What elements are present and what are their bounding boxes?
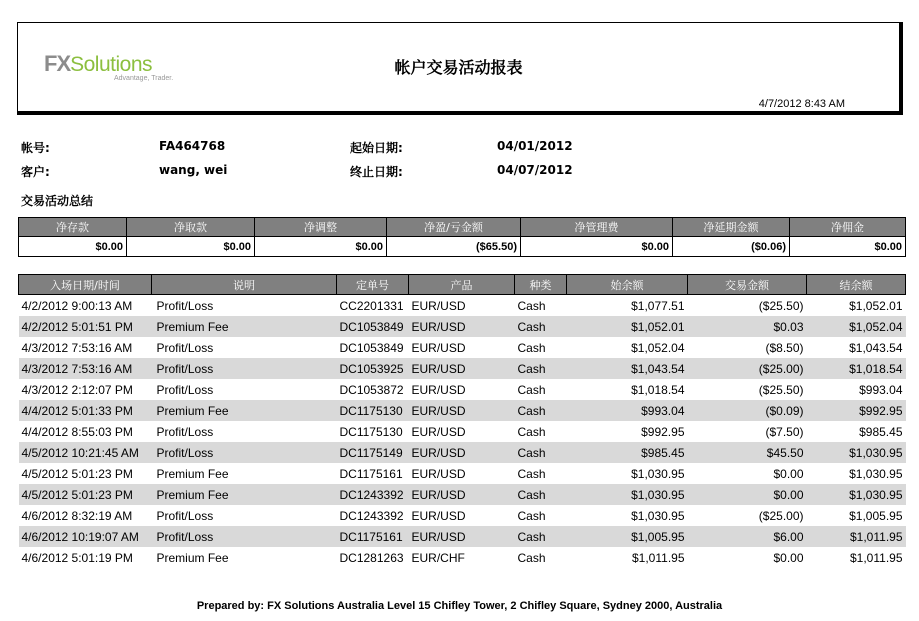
- table-cell: $1,011.95: [807, 547, 906, 568]
- logo-tagline: Advantage, Trader.: [114, 75, 174, 82]
- table-cell: 4/5/2012 5:01:23 PM: [19, 463, 152, 484]
- logo-solutions: Solutions: [70, 53, 153, 76]
- table-cell: ($7.50): [688, 421, 807, 442]
- table-cell: 4/2/2012 5:01:51 PM: [19, 316, 152, 337]
- table-row: [19, 547, 906, 568]
- transactions-header-cell: 入场日期/时间: [19, 275, 152, 295]
- table-cell: DC1053849: [337, 337, 409, 358]
- table-cell: DC1243392: [337, 505, 409, 526]
- table-cell: DC1053872: [337, 379, 409, 400]
- table-cell: $6.00: [688, 526, 807, 547]
- table-cell: $1,043.54: [807, 337, 906, 358]
- table-cell: $1,011.95: [807, 526, 906, 547]
- transactions-header-cell: 始余额: [567, 275, 688, 295]
- table-cell: Cash: [515, 379, 567, 400]
- table-cell: ($8.50): [688, 337, 807, 358]
- table-cell: $992.95: [567, 421, 688, 442]
- table-cell: $0.00: [688, 484, 807, 505]
- end-date-value: 04/07/2012: [497, 163, 573, 177]
- table-cell: $1,052.04: [567, 337, 688, 358]
- table-cell: Premium Fee: [152, 484, 337, 505]
- summary-section-title: 交易活动总结: [21, 194, 94, 208]
- summary-value-cell: $0.00: [255, 237, 387, 257]
- table-cell: $1,052.04: [807, 316, 906, 337]
- summary-header-cell: 净盈/亏金额: [387, 218, 521, 237]
- table-cell: Premium Fee: [152, 547, 337, 568]
- table-cell: 4/4/2012 8:55:03 PM: [19, 421, 152, 442]
- table-cell: $1,030.95: [807, 442, 906, 463]
- table-cell: Premium Fee: [152, 316, 337, 337]
- table-cell: EUR/CHF: [409, 547, 515, 568]
- table-cell: 4/3/2012 7:53:16 AM: [19, 337, 152, 358]
- table-cell: EUR/USD: [409, 337, 515, 358]
- table-cell: 4/5/2012 5:01:23 PM: [19, 484, 152, 505]
- summary-table: [18, 217, 906, 257]
- client-value: wang, wei: [159, 163, 228, 177]
- table-cell: 4/3/2012 7:53:16 AM: [19, 358, 152, 379]
- summary-value-cell: ($0.06): [673, 237, 790, 257]
- table-cell: Cash: [515, 316, 567, 337]
- table-cell: $0.00: [688, 463, 807, 484]
- summary-value-cell: $0.00: [790, 237, 906, 257]
- table-cell: Profit/Loss: [152, 505, 337, 526]
- table-cell: ($0.09): [688, 400, 807, 421]
- table-cell: $992.95: [807, 400, 906, 421]
- table-cell: 4/5/2012 10:21:45 AM: [19, 442, 152, 463]
- table-cell: CC2201331: [337, 295, 409, 317]
- table-cell: ($25.50): [688, 295, 807, 317]
- table-cell: 4/6/2012 10:19:07 AM: [19, 526, 152, 547]
- table-row: [19, 505, 906, 526]
- table-cell: DC1243392: [337, 484, 409, 505]
- summary-header-cell: 净取款: [127, 218, 255, 237]
- table-cell: $1,052.01: [567, 316, 688, 337]
- table-cell: Profit/Loss: [152, 337, 337, 358]
- table-cell: 4/2/2012 9:00:13 AM: [19, 295, 152, 317]
- table-cell: $1,030.95: [567, 505, 688, 526]
- table-cell: $0.03: [688, 316, 807, 337]
- table-cell: $1,030.95: [567, 463, 688, 484]
- table-cell: $993.04: [807, 379, 906, 400]
- table-cell: DC1175130: [337, 400, 409, 421]
- table-cell: Premium Fee: [152, 463, 337, 484]
- table-row: [19, 379, 906, 400]
- table-cell: $1,077.51: [567, 295, 688, 317]
- start-date-label: 起始日期:: [350, 141, 403, 155]
- table-cell: EUR/USD: [409, 295, 515, 317]
- account-value: FA464768: [159, 139, 226, 153]
- table-cell: DC1175130: [337, 421, 409, 442]
- table-cell: DC1281263: [337, 547, 409, 568]
- transactions-header-cell: 结余额: [807, 275, 906, 295]
- table-cell: 4/4/2012 5:01:33 PM: [19, 400, 152, 421]
- summary-header-cell: 净调整: [255, 218, 387, 237]
- table-row: [19, 400, 906, 421]
- table-row: [19, 442, 906, 463]
- table-row: [19, 421, 906, 442]
- summary-value-cell: ($65.50): [387, 237, 521, 257]
- table-cell: DC1053925: [337, 358, 409, 379]
- table-cell: Profit/Loss: [152, 379, 337, 400]
- transactions-header-cell: 产品: [409, 275, 515, 295]
- table-cell: 4/6/2012 8:32:19 AM: [19, 505, 152, 526]
- table-cell: Cash: [515, 295, 567, 317]
- table-cell: EUR/USD: [409, 400, 515, 421]
- table-cell: $1,018.54: [807, 358, 906, 379]
- table-cell: $1,052.01: [807, 295, 906, 317]
- table-row: [19, 484, 906, 505]
- end-date-label: 终止日期:: [350, 165, 403, 179]
- logo-fx: FX: [44, 51, 71, 76]
- table-cell: Profit/Loss: [152, 442, 337, 463]
- table-cell: Profit/Loss: [152, 295, 337, 317]
- table-cell: ($25.00): [688, 505, 807, 526]
- summary-value-cell: $0.00: [521, 237, 673, 257]
- summary-header-cell: 净佣金: [790, 218, 906, 237]
- table-cell: 4/3/2012 2:12:07 PM: [19, 379, 152, 400]
- table-cell: DC1175149: [337, 442, 409, 463]
- table-cell: EUR/USD: [409, 358, 515, 379]
- table-cell: $1,030.95: [567, 484, 688, 505]
- table-cell: Cash: [515, 526, 567, 547]
- table-cell: Cash: [515, 505, 567, 526]
- table-cell: Profit/Loss: [152, 526, 337, 547]
- transactions-table: [18, 274, 906, 568]
- table-cell: Cash: [515, 337, 567, 358]
- table-cell: DC1175161: [337, 463, 409, 484]
- transactions-header-cell: 交易金额: [688, 275, 807, 295]
- table-cell: EUR/USD: [409, 421, 515, 442]
- table-cell: Profit/Loss: [152, 358, 337, 379]
- table-cell: $993.04: [567, 400, 688, 421]
- table-cell: ($25.00): [688, 358, 807, 379]
- table-cell: 4/6/2012 5:01:19 PM: [19, 547, 152, 568]
- report-title: 帐户交易活动报表: [394, 58, 523, 77]
- client-label: 客户:: [21, 165, 50, 179]
- transactions-header-cell: 说明: [152, 275, 337, 295]
- summary-value-cell: $0.00: [127, 237, 255, 257]
- table-cell: EUR/USD: [409, 526, 515, 547]
- table-row: [19, 358, 906, 379]
- transactions-header-cell: 定单号: [337, 275, 409, 295]
- table-cell: Cash: [515, 442, 567, 463]
- table-cell: EUR/USD: [409, 463, 515, 484]
- footer-prepared-by: Prepared by: FX Solutions Australia Level 15 Chifley Tower, 2 Chifley Square, Sydney 2000, Australia: [196, 600, 723, 612]
- table-cell: $985.45: [567, 442, 688, 463]
- table-row: [19, 316, 906, 337]
- table-cell: $1,030.95: [807, 463, 906, 484]
- summary-header-cell: 净延期金额: [673, 218, 790, 237]
- table-cell: EUR/USD: [409, 316, 515, 337]
- report-header: [17, 22, 903, 115]
- table-cell: $1,030.95: [807, 484, 906, 505]
- table-cell: EUR/USD: [409, 442, 515, 463]
- table-row: [19, 337, 906, 358]
- account-label: 帐号:: [21, 141, 50, 155]
- table-cell: Premium Fee: [152, 400, 337, 421]
- table-cell: $1,011.95: [567, 547, 688, 568]
- summary-header-cell: 净管理费: [521, 218, 673, 237]
- start-date-value: 04/01/2012: [497, 139, 573, 153]
- table-cell: Cash: [515, 463, 567, 484]
- table-cell: $1,005.95: [807, 505, 906, 526]
- table-cell: Cash: [515, 358, 567, 379]
- table-cell: Cash: [515, 421, 567, 442]
- table-cell: $1,018.54: [567, 379, 688, 400]
- table-row: [19, 463, 906, 484]
- table-cell: $1,005.95: [567, 526, 688, 547]
- table-cell: $45.50: [688, 442, 807, 463]
- table-cell: $1,043.54: [567, 358, 688, 379]
- table-cell: Cash: [515, 547, 567, 568]
- report-generated-time: 4/7/2012 8:43 AM: [758, 98, 845, 110]
- table-cell: Cash: [515, 400, 567, 421]
- table-cell: EUR/USD: [409, 505, 515, 526]
- table-cell: ($25.50): [688, 379, 807, 400]
- table-row: [19, 295, 906, 317]
- table-row: [19, 526, 906, 547]
- table-cell: DC1175161: [337, 526, 409, 547]
- summary-value-cell: $0.00: [19, 237, 127, 257]
- table-cell: DC1053849: [337, 316, 409, 337]
- transactions-header-cell: 种类: [515, 275, 567, 295]
- table-cell: Cash: [515, 484, 567, 505]
- table-cell: $0.00: [688, 547, 807, 568]
- summary-header-cell: 净存款: [19, 218, 127, 237]
- table-cell: Profit/Loss: [152, 421, 337, 442]
- table-cell: $985.45: [807, 421, 906, 442]
- table-cell: EUR/USD: [409, 484, 515, 505]
- table-cell: EUR/USD: [409, 379, 515, 400]
